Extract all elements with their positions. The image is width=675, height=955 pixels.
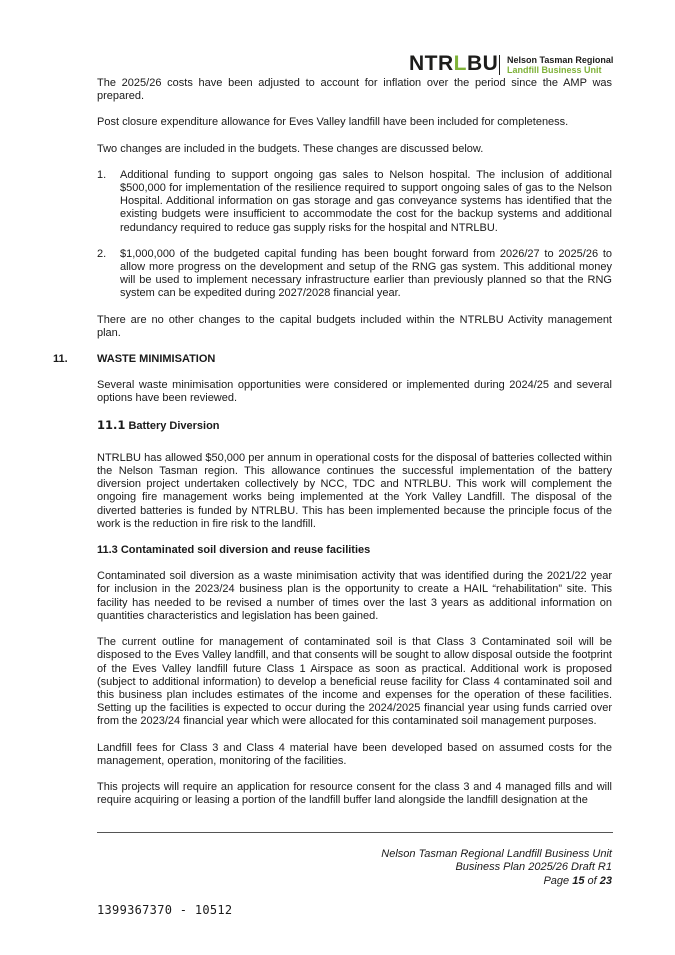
paragraph-changes: Two changes are included in the budgets. These changes are discussed below. [97, 142, 484, 155]
subsection-number: 11.1 [97, 417, 126, 432]
section-number: 11. [53, 353, 68, 366]
list-number: 1. [97, 168, 107, 181]
logo-wordmark: NTRLBU [409, 52, 499, 75]
page-footer [381, 848, 612, 888]
paragraph-waste-minimisation: Several waste minimisation opportunities were considered or implemented during 2024/25 and several options have been reviewed. [97, 379, 612, 405]
section-title: WASTE MINIMISATION [97, 353, 216, 366]
paragraph-soil-4: This projects will require an application for resource consent for the class 3 and 4 managed fills and will require acquiring or leasing a portion of the landfill buffer land alongside the landfill designation at the [97, 780, 612, 807]
subsection-heading-soil: 11.3 Contaminated soil diversion and reuse facilities [97, 544, 371, 557]
paragraph-soil-1: Contaminated soil diversion as a waste minimisation activity that was identified during the 2021/22 year for inclusion in the 2023/24 business plan is the opportunity to create a HAIL “rehabilitation” site. This facility has needed to be revised a number of times over the last 3 years as additional information on quantities characteristics and legislation has been gained. [97, 570, 612, 622]
footer-divider [97, 832, 613, 833]
ntrlbu-logo [409, 52, 614, 77]
logo-tagline-line1: Nelson Tasman Regional [507, 55, 614, 65]
paragraph-inflation: The 2025/26 costs have been adjusted to account for inflation over the period since the AMP was prepared. [97, 77, 612, 103]
footer-org: Nelson Tasman Regional Landfill Business Unit [381, 848, 612, 860]
logo-tagline-line2: Landfill Business Unit [507, 65, 602, 75]
logo-divider [499, 55, 500, 75]
list-number: 2. [97, 247, 107, 260]
list-text: $1,000,000 of the budgeted capital funding has been bought forward from 2026/27 to 2025/26 to allow more progress on the development and setup of the RNG gas system. This additional money will be used to implement necessary infrastructure earlier than previously planned so that the RNG system can be expedited during 2027/2028 financial year. [120, 247, 612, 300]
list-item [97, 248, 612, 301]
paragraph-soil-2: The current outline for management of contaminated soil is that Class 3 Contaminated soil will be disposed to the Eves Valley landfill, and that consents will be sought to allow disposal outside the footprint of the Eves Valley landfill future Class 1 Airspace as soon as practical. Additional work is proposed (subject to additional information) to develop a beneficial reuse facility for Class 4 contaminated soil and this business plan includes estimates of the income and expenses for the operation of these facilities. Setting up the facilities is expected to occur during the 2024/2025 financial year using funds carried over from the 2023/24 financial year which were allocated for this contaminated soil management purposes. [97, 636, 612, 728]
document-id: 1399367370 - 10512 [97, 903, 233, 917]
list-text: Additional funding to support ongoing gas sales to Nelson hospital. The inclusion of additional $500,000 for implementation of the resilience required to support ongoing sales of gas to the Nelson Hospital. Additional information on gas storage and gas conveyance systems has identified that the existing budgets were insufficient to accommodate the cost for the backup systems and additional redundancy required to reduce gas supply risks for the hospital and NTRLBU. [120, 168, 612, 234]
document-body [53, 77, 612, 807]
section-heading [53, 353, 612, 366]
paragraph-battery: NTRLBU has allowed $50,000 per annum in operational costs for the disposal of batteries collected within the Nelson Tasman region. This allowance continues the successful implementation of the battery diversion project undertaken collectively by NCC, TDC and NTRLBU. This work will complement the ongoing fire management works being implemented at the York Valley Landfill. The disposal of the diverted batteries is funded by NTRLBU. This has been implemented because the principle focus of the work is the reduction in fire risk to the landfill. [97, 451, 612, 530]
subsection-title: Battery Diversion [128, 419, 220, 432]
footer-page-number: Page 15 of 23 [543, 874, 612, 887]
subsection-heading-battery [97, 419, 612, 433]
paragraph-no-other-changes: There are no other changes to the capital budgets included within the NTRLBU Activity management plan. [97, 313, 612, 339]
paragraph-soil-3: Landfill fees for Class 3 and Class 4 material have been developed based on assumed costs for the management, operation, monitoring of the facilities. [97, 741, 612, 767]
list-item [97, 169, 612, 235]
logo-tagline [507, 55, 613, 75]
paragraph-post-closure: Post closure expenditure allowance for Eves Valley landfill have been included for completeness. [97, 116, 569, 129]
footer-doc-title: Business Plan 2025/26 Draft R1 [455, 861, 612, 874]
